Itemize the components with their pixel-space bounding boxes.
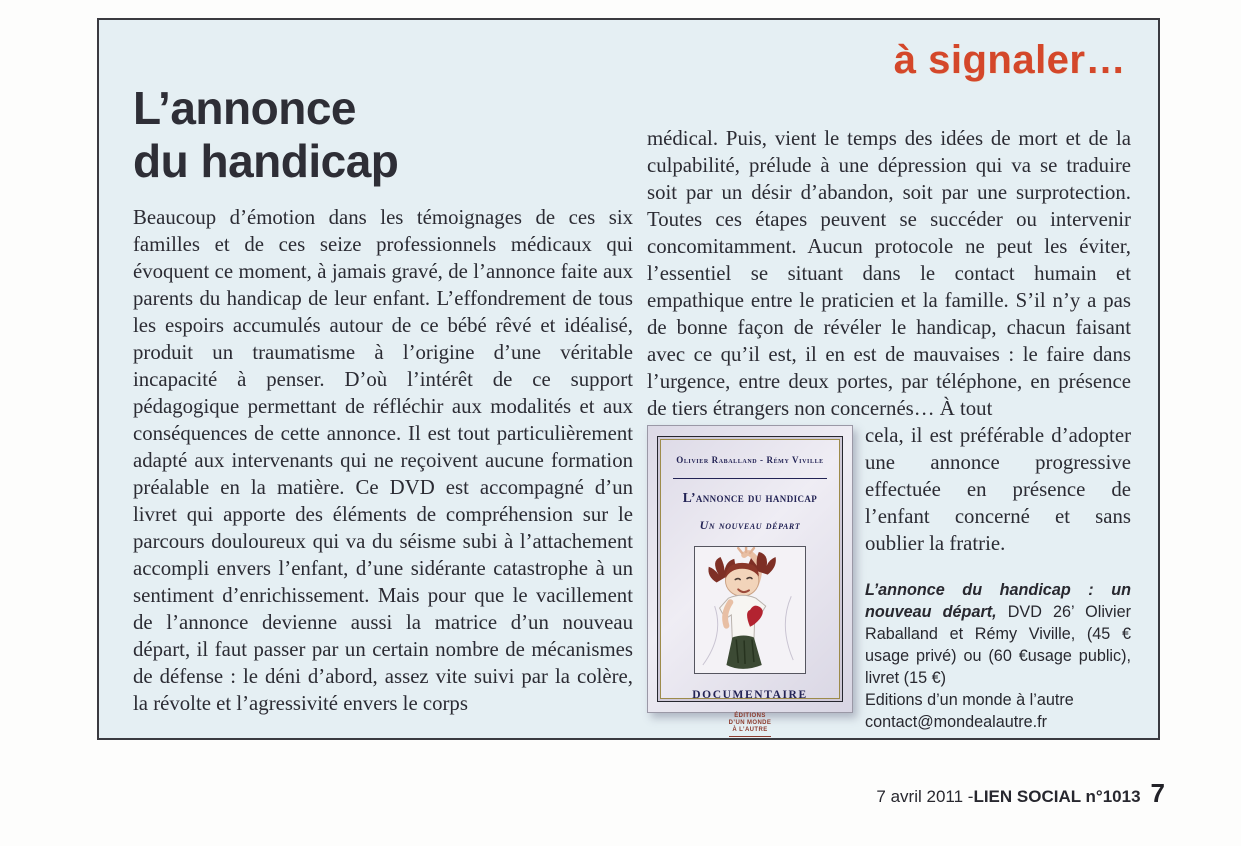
dvd-authors: Olivier Raballand - Rémy Viville bbox=[676, 455, 824, 465]
article-title-line1: L’annonce bbox=[133, 82, 356, 134]
footer-magazine-title: LIEN SOCIAL n°1013 bbox=[973, 787, 1141, 806]
caption-contact-email: contact@mondealautre.fr bbox=[865, 713, 1047, 731]
dvd-publisher-line1: ÉDITIONS bbox=[734, 713, 766, 719]
caption-title: L’annonce du handicap : un nouveau départ, bbox=[865, 581, 1131, 621]
dvd-publisher-line3: À L’AUTRE bbox=[732, 727, 768, 733]
dvd-genre: DOCUMENTAIRE bbox=[692, 689, 808, 701]
dvd-rule bbox=[673, 478, 828, 479]
dvd-publisher-logo bbox=[729, 713, 772, 737]
article-title-line2: du handicap bbox=[133, 135, 399, 187]
section-label: à signaler… bbox=[893, 38, 1126, 82]
dvd-title: L’annonce du handicap bbox=[682, 490, 818, 505]
article-left-column: Beaucoup d’émotion dans les témoignages de ces six familles et de ces seize professionnels médicaux qui évoquent ce moment, à jamais gravé, de l’annonce faite aux parents du handicap de leur enfant. L’effondrement de tous les espoirs accumulés autour de ce bébé rêvé et idéalisé, produit un traumatisme à l’origine d’une véritable incapacité à penser. D’où l’intérêt de ce support pédagogique permettant de réfléchir aux modalités et aux conséquences de cette annonce. Il est tout particulièrement adapté aux intervenants qui ne reçoivent aucune formation préalable en la matière. Ce DVD est accompagné d’un livret qui apporte des éléments de compréhension sur le parcours douloureux qui va du séisme subi à l’attachement accompli envers l’enfant, d’une sidérante catastrophe à un sentiment d’enrichissement. Mais pour que le vacillement de l’annonce devienne aussi la matrice d’un nouveau départ, il faut passer par un certain nombre de mécanismes de défense : le déni d’abord, assez vite suivi par la colère, la révolte et l’agressivité envers le corps bbox=[133, 206, 633, 715]
footer-date: 7 avril 2011 - bbox=[876, 787, 974, 806]
footer-page-number: 7 bbox=[1150, 778, 1165, 808]
right-column-paragraph-2: cela, il est préférable d’adopter une annonce progressive effectuée en présence de l’enfant concerné et sans oublier la fratrie. bbox=[865, 424, 1131, 555]
page-frame bbox=[97, 18, 1160, 740]
caption-details: DVD 26’ Olivier Raballand et Rémy Viville, (45 € usage privé) ou (60 €usage public), livret (15 €) bbox=[865, 603, 1131, 687]
wrap-region bbox=[647, 422, 1131, 733]
page-footer bbox=[876, 778, 1165, 809]
article-title bbox=[133, 82, 398, 188]
girl-illustration-svg bbox=[695, 547, 805, 673]
dvd-caption bbox=[865, 579, 1131, 733]
dvd-publisher-line2: D’UN MONDE bbox=[728, 720, 772, 726]
girl-illustration bbox=[694, 546, 806, 674]
dvd-cover bbox=[647, 425, 853, 733]
caption-publisher: Editions d’un monde à l’autre bbox=[865, 691, 1074, 709]
article-right-column bbox=[647, 125, 1131, 733]
caption-paragraph bbox=[865, 579, 1131, 689]
right-column-paragraph-1: médical. Puis, vient le temps des idées de mort et de la culpabilité, prélude à une dépression qui va se traduire soit par un désir d’abandon, soit par une surprotection. Toutes ces étapes peuvent se succéder ou intervenir concomitamment. Aucun protocole ne peut les éviter, l’essentiel se situant dans le contact humain et empathique entre le praticien et la famille. S’il n’y a pas de bonne façon de révéler le handicap, chacun faisant avec ce qu’il est, il en est de mauvaises : le faire dans l’urgence, entre deux portes, par téléphone, en présence de tiers étrangers non concernés… À tout bbox=[647, 127, 1131, 420]
dvd-cover-inner-frame bbox=[657, 436, 843, 733]
dvd-subtitle: Un nouveau départ bbox=[699, 518, 801, 532]
